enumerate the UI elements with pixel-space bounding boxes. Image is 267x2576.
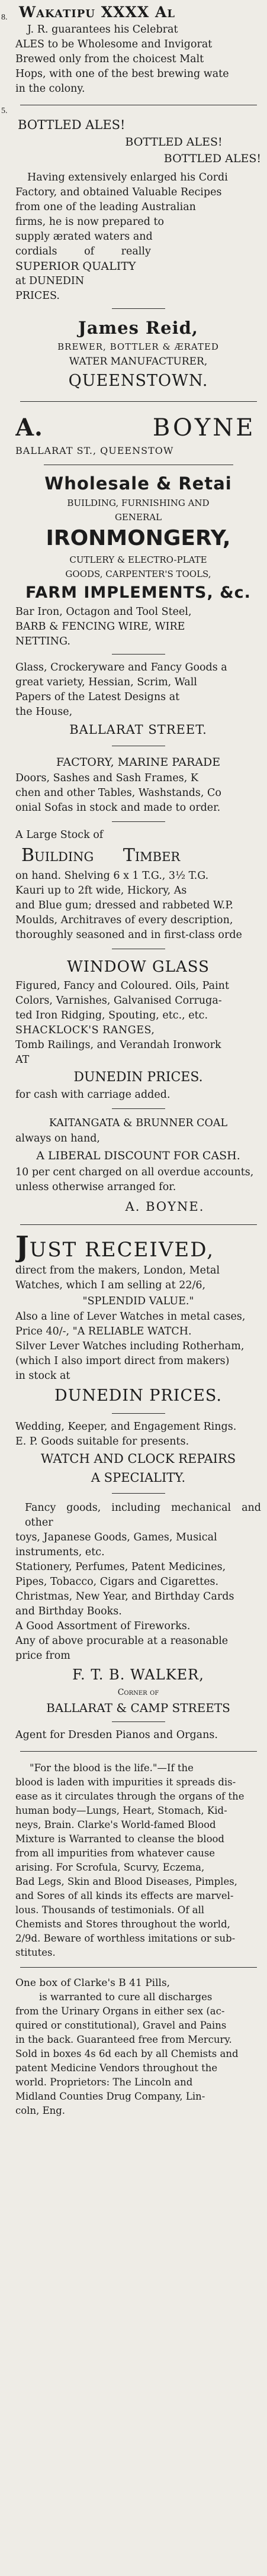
walker-fancy-line: instruments, etc. <box>15 1546 105 1558</box>
boyne-address: BALLARAT ST., QUEENSTOW <box>15 445 174 456</box>
boyne-discount-line: unless otherwise arranged for. <box>15 1181 176 1193</box>
walker-corner: Corner of <box>117 1688 159 1697</box>
short-rule <box>112 654 165 655</box>
short-rule <box>112 1493 165 1494</box>
walker-agent: Agent for Dresden Pianos and Organs. <box>15 1729 218 1741</box>
walker-text-line: Watches, which I am selling at 22/6, <box>15 1279 206 1291</box>
blood-text-line: lous. Thousands of testimonials. Of all <box>15 1904 205 1916</box>
blood-text-line: human body—Lungs, Heart, Stomach, Kid- <box>15 1805 227 1816</box>
boyne-timber-heading <box>15 843 261 869</box>
boyne-bar-line: BARB & FENCING WIRE, WIRE <box>15 621 185 633</box>
boyne-farm: FARM IMPLEMENTS, &c. <box>25 583 251 602</box>
pills-text-line: Midland Counties Drug Company, Lin- <box>15 2091 205 2102</box>
blood-text-line: neys, Brain. Clarke's World-famed Blood <box>15 1819 216 1830</box>
walker-name: F. T. B. WALKER, <box>72 1666 204 1683</box>
blood-text-line: and Sores of all kinds its effects are marvel- <box>15 1890 234 1901</box>
walker-streets: BALLARAT & CAMP STREETS <box>46 1701 230 1715</box>
pills-advertisement <box>15 1976 261 2118</box>
boyne-discount-line: 10 per cent charged on all overdue accounts, <box>15 1166 254 1178</box>
blood-text-line: 2/9d. Beware of worthless imitations or sub- <box>15 1933 236 1944</box>
walker-watch-repairs: WATCH AND CLOCK REPAIRS <box>40 1452 236 1466</box>
wakatipu-text-line: Hops, with one of the best brewing wate <box>15 68 229 80</box>
short-rule <box>112 308 165 309</box>
boyne-timber-line: thoroughly seasoned and in first-class orde <box>15 929 242 941</box>
boyne-window-line: ted Iron Ridging, Spouting, etc., etc. <box>15 1010 208 1021</box>
wakatipu-text-line: in the colony. <box>15 83 85 95</box>
blood-text-line: stitutes. <box>15 1947 56 1958</box>
boyne-glass-line: great variety, Hessian, Scrim, Wall <box>15 676 197 688</box>
pills-text-line: coln, Eng. <box>15 2105 66 2116</box>
column-rule <box>20 401 257 402</box>
boyne-timber-line: Kauri up to 2ft wide, Hickory, As <box>15 885 187 897</box>
boyne-discount: A LIBERAL DISCOUNT FOR CASH. <box>36 1149 240 1162</box>
boyne-cutlery: CUTLERY & ELECTRO-PLATE <box>69 554 207 565</box>
boyne-glass-line: Papers of the Latest Designs at <box>15 691 180 703</box>
wakatipu-text-line: J. R. guarantees his Celebrat <box>27 24 178 36</box>
blood-text-line: ease as it circulates through the organs of the <box>15 1791 245 1802</box>
pills-text-line: Sold in boxes 4s 6d each by all Chemists and <box>15 2048 239 2059</box>
reid-name: James Reid, <box>78 318 198 338</box>
boyne-name <box>15 412 261 443</box>
boyne-signature: A. BOYNE. <box>125 1200 205 1214</box>
boyne-window-line: SHACKLOCK'S RANGES, <box>15 1024 155 1036</box>
james-reid-advertisement <box>15 116 261 393</box>
reid-text-line: Having extensively enlarged his Cordi <box>27 172 228 183</box>
walker-ep: E. P. Goods suitable for presents. <box>15 1436 189 1447</box>
wakatipu-heading: Wakatipu XXXX Al <box>19 4 176 21</box>
blood-text-line: Mixture is Warranted to cleanse the blood <box>15 1833 224 1845</box>
margin-mark: 8. <box>1 13 8 22</box>
boyne-window-line: Colors, Varnishes, Galvanised Corruga- <box>15 995 222 1007</box>
boyne-stock: A Large Stock of <box>15 829 104 841</box>
boyne-glass-line: the House, <box>15 706 73 718</box>
walker-fancy-line: toys, Japanese Goods, Games, Musical <box>15 1532 217 1543</box>
reid-text-line: from one of the leading Australian <box>15 201 196 213</box>
pills-text-line: is warranted to cure all discharges <box>39 1991 213 2003</box>
boyne-goods: GOODS, CARPENTER'S TOOLS, <box>65 569 211 579</box>
boyne-timber-line: on hand. Shelving 6 x 1 T.G., 3½ T.G. <box>15 870 209 882</box>
boyne-building: BUILDING, FURNISHING AND <box>67 498 210 508</box>
walker-advertisement <box>15 1233 261 1743</box>
boyne-factory-line: chen and other Tables, Washstands, Co <box>15 787 221 799</box>
blood-text-line: Chemists and Stores throughout the world, <box>15 1919 230 1930</box>
walker-wedding: Wedding, Keeper, and Engagement Rings. <box>15 1421 237 1433</box>
boyne-street: BALLARAT STREET. <box>69 723 207 737</box>
reid-text-line: PRICES. <box>15 290 60 302</box>
boyne-timber-line: Moulds, Architraves of every description, <box>15 914 233 926</box>
column-rule <box>20 1224 257 1225</box>
walker-splendid: "SPLENDID VALUE." <box>82 1295 194 1307</box>
bottled-ales-heading: BOTTLED ALES! <box>163 152 261 165</box>
reid-text-line: at DUNEDIN <box>15 275 85 287</box>
blood-text-line: arising. For Scrofula, Scurvy, Eczema, <box>15 1862 205 1873</box>
boyne-general: GENERAL <box>114 512 162 523</box>
walker-heading <box>15 1233 261 1263</box>
boyne-surname: BOYNE <box>152 414 256 441</box>
reid-text-line: cordials of really <box>15 246 151 257</box>
walker-dunedin-prices: DUNEDIN PRICES. <box>54 1387 222 1405</box>
short-rule <box>112 821 165 822</box>
boyne-bar-line: Bar Iron, Octagon and Tool Steel, <box>15 606 192 618</box>
short-rule <box>112 1721 165 1722</box>
wakatipu-text-line: Brewed only from the choicest Malt <box>15 53 204 65</box>
boyne-factory: FACTORY, MARINE PARADE <box>56 756 221 769</box>
blood-mixture-advertisement <box>15 1761 261 1960</box>
timber-word-building: Building <box>21 845 94 866</box>
boyne-window-line: AT <box>15 1054 30 1066</box>
walker-fancy-line: and Birthday Books. <box>15 1605 122 1617</box>
boyne-glass-line: Glass, Crockeryware and Fancy Goods a <box>15 662 227 673</box>
column-rule <box>20 1967 257 1968</box>
walker-text-line: direct from the makers, London, Metal <box>15 1265 220 1276</box>
timber-word-timber: Timber <box>123 845 181 866</box>
pills-text-line: patent Medicine Vendors throughout the <box>15 2062 218 2074</box>
pills-text-line: in the back. Guaranteed free from Mercury. <box>15 2034 232 2045</box>
walker-text-line: Price 40/-, "A RELIABLE WATCH. <box>15 1326 192 1337</box>
pills-text-line: One box of Clarke's B 41 Pills, <box>15 1977 171 1989</box>
walker-fancy-line: A Good Assortment of Fireworks. <box>15 1620 191 1632</box>
reid-trade: BREWER, BOTTLER & ÆRATED <box>57 341 219 352</box>
walker-text-line: (which I also import direct from makers) <box>15 1355 230 1367</box>
margin-mark: 5. <box>1 107 8 115</box>
boyne-window-glass: WINDOW GLASS <box>67 958 210 976</box>
walker-fancy-line: Stationery, Perfumes, Patent Medicines, <box>15 1561 226 1573</box>
boyne-factory-line: Doors, Sashes and Sash Frames, K <box>15 772 198 784</box>
reid-text-line: Factory, and obtained Valuable Recipes <box>15 186 222 198</box>
bottled-ales-heading: BOTTLED ALES! <box>125 136 223 149</box>
boyne-cash-line: for cash with carriage added. <box>15 1089 171 1101</box>
boyne-coal-line: always on hand, <box>15 1133 100 1144</box>
reid-text-line: firms, he is now prepared to <box>15 216 165 228</box>
blood-text-line: from all impurities from whatever cause <box>15 1848 215 1859</box>
blood-text-line: blood is laden with impurities it spreads dis- <box>15 1777 236 1788</box>
reid-text-line: supply ærated waters and <box>15 231 153 243</box>
wakatipu-ale-advertisement <box>15 2 261 96</box>
boyne-window-line: Tomb Railings, and Verandah Ironwork <box>15 1039 221 1051</box>
walker-text-line: Silver Lever Watches including Rotherham, <box>15 1340 245 1352</box>
boyne-wholesale: Wholesale & Retai <box>44 473 232 494</box>
walker-fancy-line: Fancy goods, including mechanical and other <box>25 1502 261 1529</box>
column-rule <box>20 1751 257 1752</box>
boyne-bar-line: NETTING. <box>15 636 70 647</box>
reid-text-line: SUPERIOR QUALITY <box>15 260 136 273</box>
reid-trade: WATER MANUFACTURER, <box>69 356 208 367</box>
walker-fancy-line: Pipes, Tobacco, Cigars and Cigarettes. <box>15 1576 219 1588</box>
wakatipu-text-line: ALES to be Wholesome and Invigorat <box>15 38 213 50</box>
walker-fancy-line: price from <box>15 1650 70 1662</box>
walker-text-line: Also a line of Lever Watches in metal cases, <box>15 1311 246 1323</box>
boyne-initial: A. <box>15 414 43 441</box>
walker-specialty: A SPECIALITY. <box>91 1471 186 1485</box>
pills-text-line: quired or constitutional), Gravel and Pains <box>15 2020 227 2031</box>
walker-text-line: in stock at <box>15 1370 70 1382</box>
walker-fancy-line: Christmas, New Year, and Birthday Cards <box>15 1591 234 1603</box>
boyne-timber-line: and Blue gum; dressed and rabbeted W.P. <box>15 899 234 911</box>
boyne-coal: KAITANGATA & BRUNNER COAL <box>49 1117 228 1129</box>
a-boyne-advertisement <box>15 412 261 1218</box>
blood-text-line: "For the blood is the life."—If the <box>30 1762 194 1774</box>
boyne-ironmongery: IRONMONGERY, <box>46 526 231 550</box>
boyne-window-line: Figured, Fancy and Coloured. Oils, Paint <box>15 980 229 992</box>
walker-heading-rest: UST RECEIVED, <box>29 1238 215 1262</box>
blood-text-line: Bad Legs, Skin and Blood Diseases, Pimples, <box>15 1876 237 1887</box>
short-rule <box>112 1413 165 1414</box>
short-rule <box>112 1108 165 1109</box>
boyne-factory-line: onial Sofas in stock and made to order. <box>15 802 221 814</box>
pills-text-line: from the Urinary Organs in either sex (ac- <box>15 2006 225 2017</box>
bottled-ales-heading: BOTTLED ALES! <box>18 118 126 132</box>
pills-text-line: world. Proprietors: The Lincoln and <box>15 2077 193 2088</box>
walker-heading-initial: J <box>15 1233 30 1263</box>
boyne-dunedin-prices: DUNEDIN PRICES. <box>73 1070 203 1085</box>
walker-fancy-line: Any of above procurable at a reasonable <box>15 1635 229 1647</box>
reid-town: QUEENSTOWN. <box>68 372 208 390</box>
